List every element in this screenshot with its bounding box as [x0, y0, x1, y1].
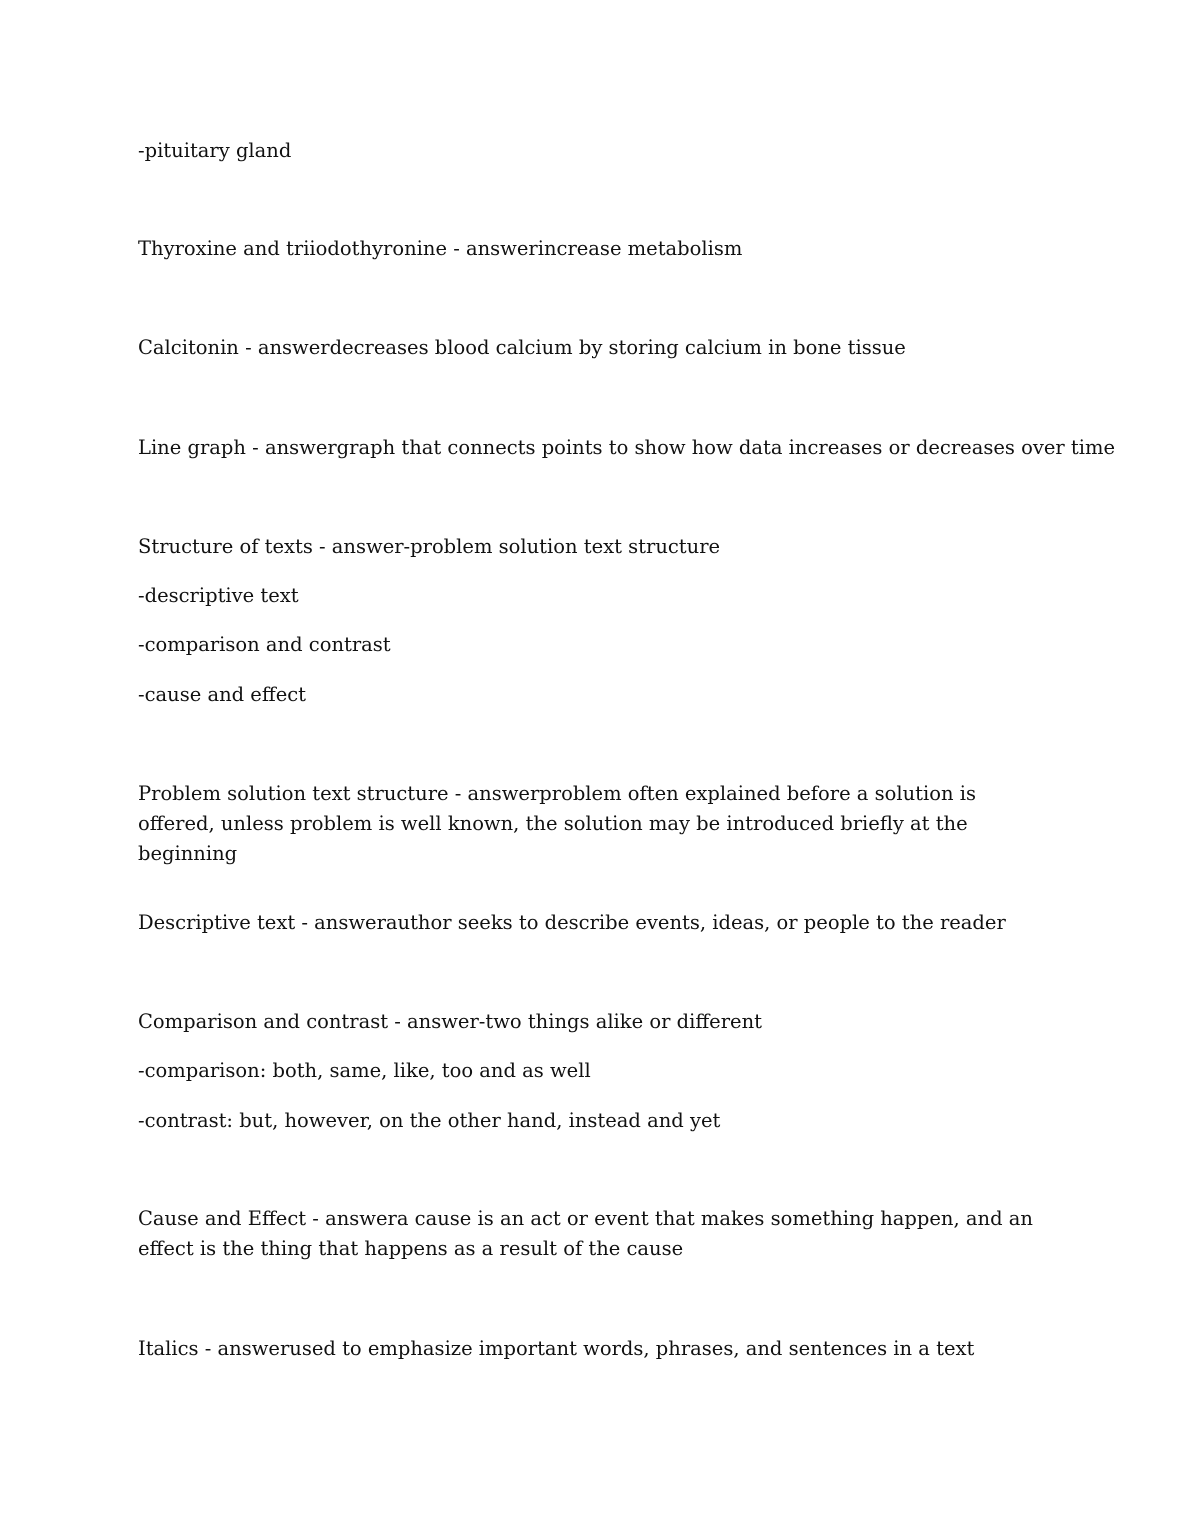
text-line: -comparison: both, same, like, too and as well	[138, 1059, 591, 1082]
text-line: -comparison and contrast	[138, 633, 391, 656]
text-line: Structure of texts - answer-problem solution text structure	[138, 535, 721, 558]
text-line: -pituitary gland	[138, 139, 292, 162]
text-paragraph: Cause and Effect - answera cause is an act or event that makes something happen, and an effect is the thing that happens as a result of the cause	[138, 1207, 1033, 1260]
text-line: Comparison and contrast - answer-two things alike or different	[138, 1010, 762, 1033]
text-line: -cause and effect	[138, 683, 306, 706]
text-line: Descriptive text - answerauthor seeks to describe events, ideas, or people to the reader	[138, 911, 1006, 934]
text-line: Calcitonin - answerdecreases blood calcium by storing calcium in bone tissue	[138, 336, 906, 359]
text-line: Line graph - answergraph that connects points to show how data increases or decreases over time	[138, 436, 1115, 459]
text-paragraph: Problem solution text structure - answerproblem often explained before a solution is offered, unless problem is well known, the solution may be introduced briefly at the beginning	[138, 782, 976, 865]
text-line: Thyroxine and triiodothyronine - answerincrease metabolism	[138, 237, 743, 260]
text-line: -contrast: but, however, on the other hand, instead and yet	[138, 1109, 721, 1132]
text-line: -descriptive text	[138, 584, 299, 607]
text-line: Italics - answerused to emphasize important words, phrases, and sentences in a text	[138, 1337, 975, 1360]
